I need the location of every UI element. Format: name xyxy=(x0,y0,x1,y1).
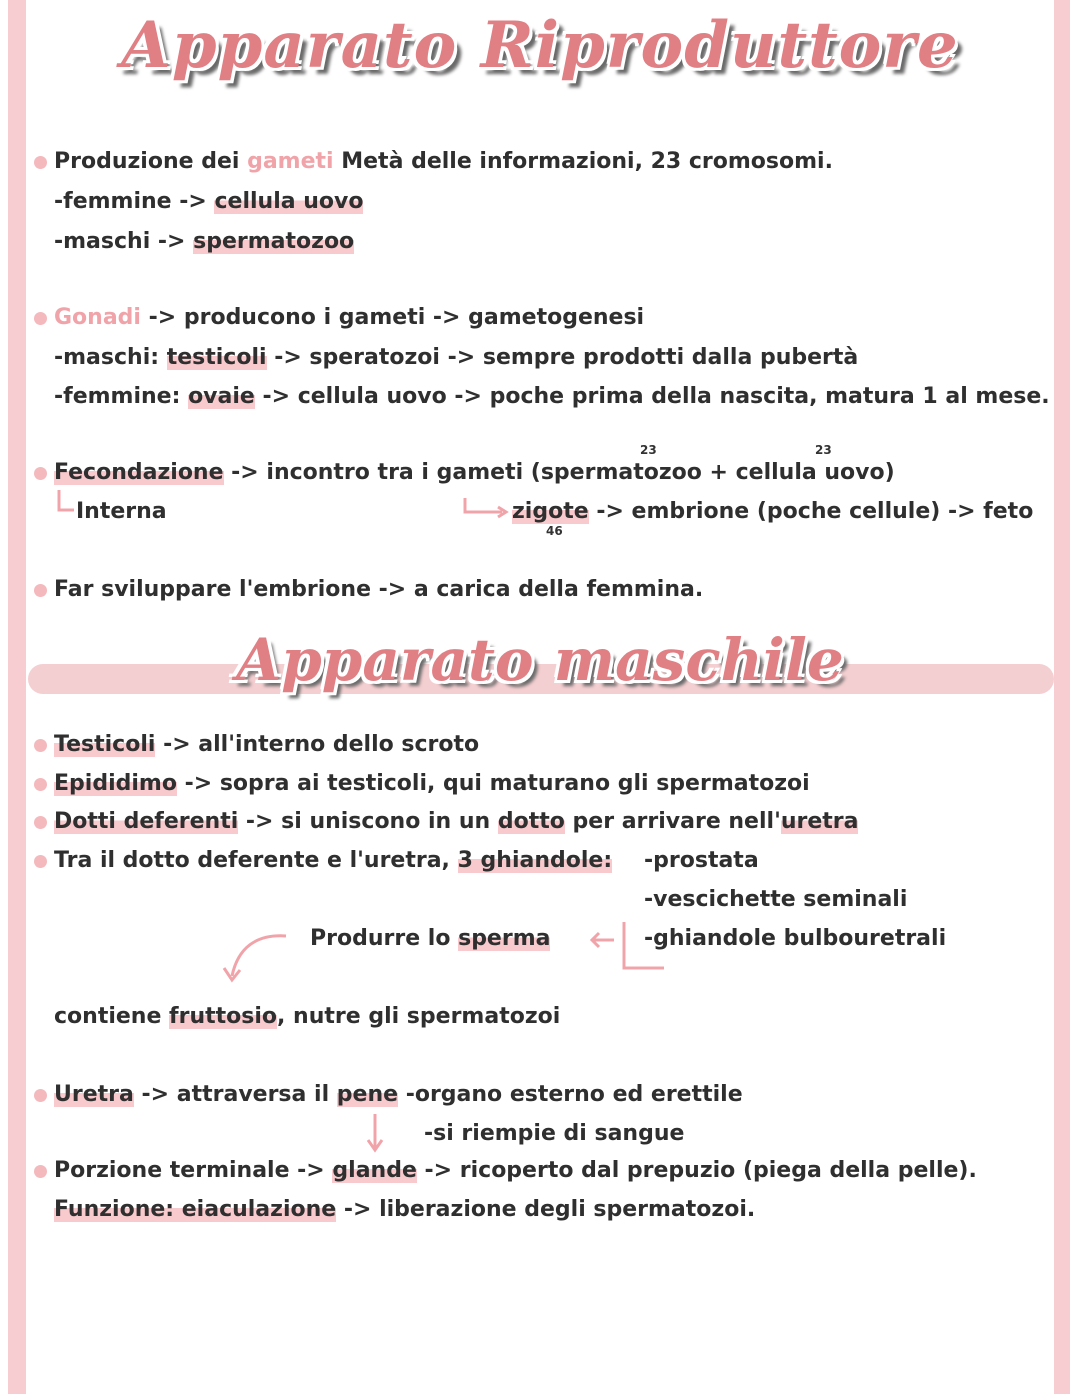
bullet-dot xyxy=(34,312,47,325)
branch-arrow-zigote xyxy=(462,498,510,522)
bullet-dot xyxy=(34,855,47,868)
contiene-line: contiene fruttosio, nutre gli spermatozoi xyxy=(54,1004,561,1029)
ghiandola-prostata: -prostata xyxy=(644,848,759,873)
fecondazione-line-2: zigote -> embrione (poche cellule) -> feto xyxy=(512,499,1034,524)
gonadi-line-maschi: -maschi: testicoli -> speratozoi -> sempre prodotti dalla pubertà xyxy=(54,345,859,370)
fecondazione-interna: Interna xyxy=(76,499,167,524)
fecondazione-line-1: Fecondazione -> incontro tra i gameti (spermatozoo + cellula uovo) xyxy=(54,460,895,485)
funzione-line: Funzione: eiaculazione -> liberazione degli spermatozoi. xyxy=(54,1197,756,1222)
gameti-line-maschi: -maschi -> spermatozoo xyxy=(54,229,355,254)
epididimo-line: Epididimo -> sopra ai testicoli, qui maturano gli spermatozoi xyxy=(54,771,810,796)
down-arrow-icon xyxy=(364,1112,386,1154)
cromosomi-23-spermatozoo: 23 xyxy=(640,443,657,457)
bullet-dot xyxy=(34,739,47,752)
sviluppo-line: Far sviluppare l'embrione -> a carica della femmina. xyxy=(54,577,704,602)
bracket-arrow-icon xyxy=(588,918,668,976)
page-right-border xyxy=(1054,0,1070,1394)
section-title: Apparato maschile xyxy=(236,626,844,694)
branch-arrow-interna xyxy=(56,490,76,516)
page-left-border xyxy=(8,0,26,1394)
cromosomi-23-uovo: 23 xyxy=(815,443,832,457)
curved-arrow-icon xyxy=(216,928,296,986)
page-title: Apparato Riproduttore xyxy=(121,8,959,83)
bullet-dot xyxy=(34,467,47,480)
produrre-line: Produrre lo sperma xyxy=(310,926,551,951)
ghiandola-vescichette: -vescichette seminali xyxy=(644,887,908,912)
ghiandole-line: Tra il dotto deferente e l'uretra, 3 ghiandole: xyxy=(54,848,613,873)
bullet-dot xyxy=(34,1165,47,1178)
bullet-dot xyxy=(34,1089,47,1102)
dotti-line: Dotti deferenti -> si uniscono in un dotto per arrivare nell'uretra xyxy=(54,809,859,834)
sangue-line: -si riempie di sangue xyxy=(424,1121,685,1146)
gonadi-line-femmine: -femmine: ovaie -> cellula uovo -> poche prima della nascita, matura 1 al mese. xyxy=(54,384,1050,409)
gonadi-line-1: Gonadi -> producono i gameti -> gametogenesi xyxy=(54,305,645,330)
uretra-line: Uretra -> attraversa il pene -organo esterno ed erettile xyxy=(54,1082,743,1107)
porzione-line: Porzione terminale -> glande -> ricoperto dal prepuzio (piega della pelle). xyxy=(54,1158,977,1183)
ghiandola-bulbouretrali: -ghiandole bulbouretrali xyxy=(644,926,947,951)
bullet-dot xyxy=(34,584,47,597)
bullet-dot xyxy=(34,156,47,169)
gameti-line-1: Produzione dei gameti Metà delle informazioni, 23 cromosomi. xyxy=(54,149,833,174)
cromosomi-46-zigote: 46 xyxy=(546,524,563,538)
gameti-line-femmine: -femmine -> cellula uovo xyxy=(54,189,364,214)
testicoli-line: Testicoli -> all'interno dello scroto xyxy=(54,732,480,757)
bullet-dot xyxy=(34,816,47,829)
bullet-dot xyxy=(34,778,47,791)
